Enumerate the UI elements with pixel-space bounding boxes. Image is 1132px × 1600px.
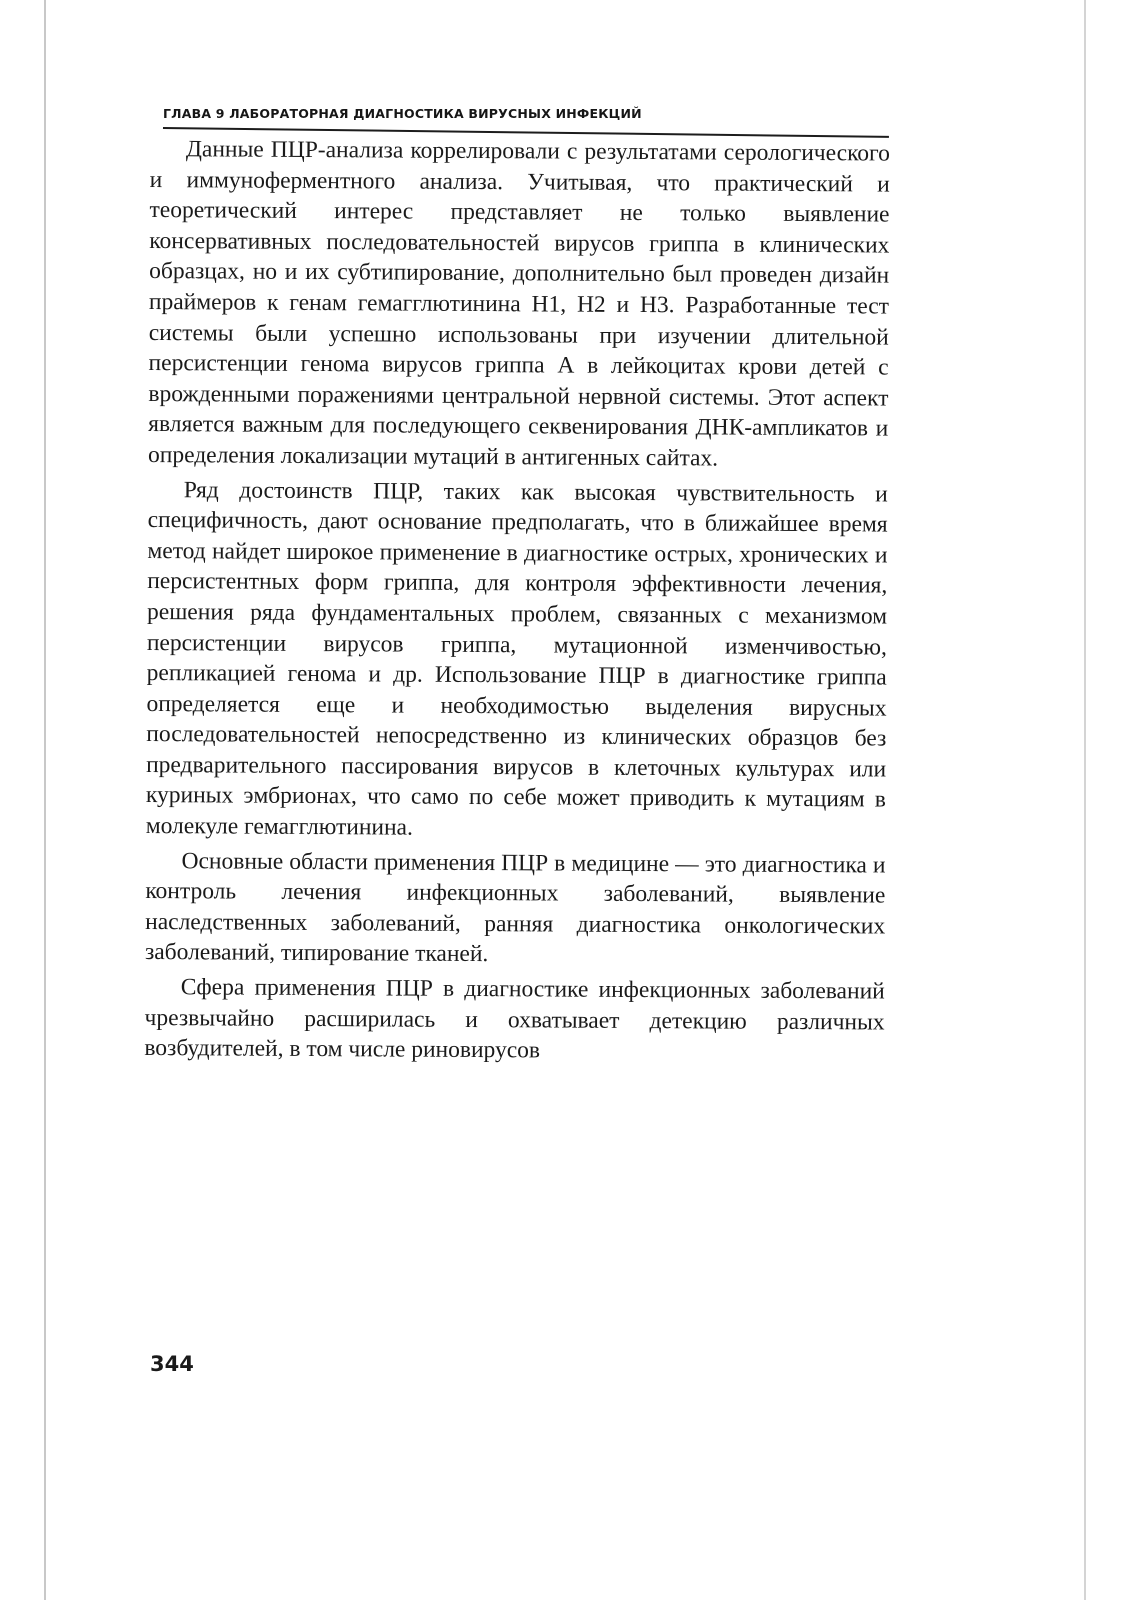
paragraph-4: Сфера применения ПЦР в диагностике инфекционных заболеваний чрезвычайно расширилась и охватывает детекцию различных возбудителей, в том числе риновирусов bbox=[144, 974, 885, 1064]
paragraph-3: Основные области применения ПЦР в медицине — это диагностика и контроль лечения инфекционных заболеваний, выявление наследственных заболеваний, ранняя диагностика онкологических заболеваний, типирование тканей. bbox=[144, 847, 886, 968]
scan-edge-right bbox=[1084, 0, 1086, 1600]
scan-edge-left bbox=[44, 0, 46, 1600]
paragraph-1: Данные ПЦР-анализа коррелировали с результатами серологического и иммуноферментного анализа. Учитывая, что практический и теоретический интерес представляет не только выявление консервативных последовательностей вирусов гриппа в клинических образцах, но и их субтипирование, дополнительно был проведен дизайн праймеров к генам гемагглютинина Н1, Н2 и Н3. Разработанные тест системы были успешно использованы при изучении длительной персистенции генома вирусов гриппа А в лейкоцитах крови детей с врожденными поражениями центральной нервной системы. Этот аспект является важным для последующего секвенирования ДНК-ампликатов и определения локализации мутаций в антигенных сайтах. bbox=[147, 136, 890, 472]
paragraph-2: Ряд достоинств ПЦР, таких как высокая чувствительность и специфичность, дают основание предполагать, что в ближайшее время метод найдет широкое применение в диагностике острых, хронических и персистентных форм гриппа, для контроля эффективности лечения, решения ряда фундаментальных проблем, связанных с механизмом персистенции вирусов гриппа, мутационной изменчивостью, репликацией генома и др. Использование ПЦР в диагностике гриппа определяется еще и необходимостью выделения вирусных последовательностей непосредственно из клинических образцов без предварительного пассирования вирусов в клеточных культурах или куриных эмбрионах, что само по себе может приводить к мутациям в молекуле гемагглютинина. bbox=[145, 476, 888, 841]
body-text bbox=[144, 134, 890, 1072]
running-head: ГЛАВА 9 ЛАБОРАТОРНАЯ ДИАГНОСТИКА ВИРУСНЫХ ИНФЕКЦИЙ bbox=[163, 106, 642, 121]
page-number: 344 bbox=[150, 1352, 194, 1376]
